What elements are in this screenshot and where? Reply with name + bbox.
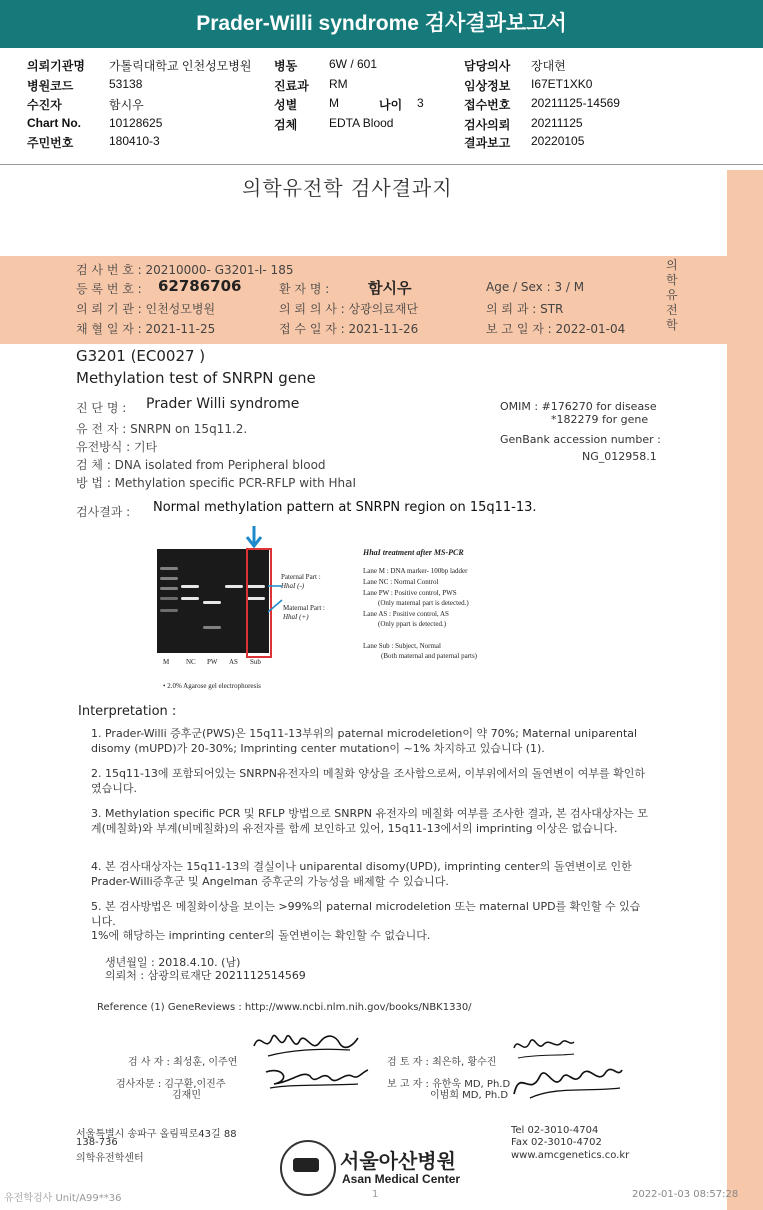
contact-line: Tel 02-3010-4704 bbox=[511, 1125, 599, 1136]
gel-band bbox=[160, 577, 178, 580]
hospital-name-en: Asan Medical Center bbox=[342, 1172, 461, 1186]
label-doctor: 담당의사 bbox=[464, 59, 511, 73]
value-doctor: 장대현 bbox=[531, 59, 566, 73]
paternal-enzyme: HhaI (-) bbox=[281, 582, 305, 590]
result-value: Normal methylation pattern at SNRPN region on 15q11-13. bbox=[153, 500, 537, 515]
legend-line: Lane AS : Positive control, AS bbox=[363, 610, 449, 618]
reference-line: Reference (1) GeneReviews : http://www.ncbi.nlm.nih.gov/books/NBK1330/ bbox=[97, 1002, 472, 1013]
diagnosis-value: Prader Willi syndrome bbox=[146, 396, 300, 412]
requesting-department: 의 뢰 과 : STR bbox=[486, 302, 564, 316]
gel-band bbox=[160, 597, 178, 600]
contact-line: Fax 02-3010-4702 bbox=[511, 1137, 602, 1148]
value-specimen: EDTA Blood bbox=[329, 116, 394, 130]
gel-caption: • 2.0% Agarose gel electrophoresis bbox=[163, 682, 261, 690]
draw-date: 채 혈 일 자 : 2021-11-25 bbox=[76, 322, 216, 336]
asan-logo-mark bbox=[293, 1158, 319, 1172]
paternal-label: Paternal Part : bbox=[281, 573, 321, 581]
gene-line: 유 전 자 : SNRPN on 15q11.2. bbox=[76, 422, 248, 436]
interpretation-item: 1%에 해당하는 imprinting center의 돌연변이는 확인할 수 없습니다. bbox=[91, 929, 431, 942]
value-chart-no: 10128625 bbox=[109, 116, 163, 130]
value-resident-no: 180410-3 bbox=[109, 134, 160, 148]
requesting-doctor: 의 뢰 의 사 : 상광의료재단 bbox=[279, 302, 419, 316]
value-department: RM bbox=[329, 77, 348, 91]
label-specimen: 검체 bbox=[274, 118, 298, 132]
patient-name: 함시우 bbox=[368, 279, 412, 297]
report-banner-title: Prader-Willi syndrome 검사결과보고서 bbox=[0, 0, 763, 48]
genbank-id: NG_012958.1 bbox=[582, 450, 657, 463]
contact-line: www.amcgenetics.co.kr bbox=[511, 1150, 630, 1161]
legend-line: Lane M : DNA marker- 100bp ladder bbox=[363, 567, 468, 575]
footer-unit: 유전학검사 Unit/A99**36 bbox=[4, 1193, 122, 1204]
address-line: 의학유전학센터 bbox=[76, 1153, 144, 1164]
omim-gene: *182279 for gene bbox=[551, 413, 649, 426]
legend-line: Lane PW : Positive control, PWS bbox=[363, 589, 457, 597]
test-name: Methylation test of SNRPN gene bbox=[76, 369, 316, 387]
interpretation-item: 3. Methylation specific PCR 및 RFLP 방법으로 SNRPN 유전자의 메칠화 여부를 조사한 결과, 본 검사대상자는 모계(메칠화)와 부계(비메칠화)의 유전자를 함께 보인하고 있어, 15q11-13에서의 imprinting 이상은 없습니다. bbox=[91, 807, 648, 835]
label-age: 나이 bbox=[379, 98, 403, 112]
footer-page-number: 1 bbox=[372, 1189, 379, 1200]
label-sex: 성별 bbox=[274, 98, 298, 112]
label-ward: 병동 bbox=[274, 59, 298, 73]
label-clinical-info: 임상정보 bbox=[464, 79, 511, 93]
requester-line: 의뢰처 : 삼광의료재단 2021112514569 bbox=[105, 969, 306, 982]
lane-label: NC bbox=[186, 658, 196, 666]
advisor-line: 검사자문 : 김구환,이진주 bbox=[116, 1079, 226, 1090]
method-line: 방 법 : Methylation specific PCR-RFLP with HhaI bbox=[76, 476, 357, 490]
examiner-line: 검 사 자 : 최성훈, 이주연 bbox=[128, 1057, 238, 1068]
interpretation-item: 1. Prader-Willi 증후군(PWS)은 15q11-13부위의 paternal microdeletion이 약 70%; Maternal uniparental disomy (mUPD)가 20-30%; Imprinting center mutation이 ~1% 차지하고 있습니다 (1). bbox=[91, 727, 638, 755]
birth-date: 생년월일 : 2018.4.10. (남) bbox=[105, 956, 241, 969]
address-line: 138-736 bbox=[76, 1137, 118, 1148]
legend-line: (Both maternal and paternal parts) bbox=[381, 652, 478, 660]
lane-label: Sub bbox=[250, 658, 261, 666]
signature-image bbox=[510, 1058, 625, 1102]
label-chart-no: Chart No. bbox=[27, 116, 81, 130]
gel-band bbox=[160, 587, 178, 590]
interpretation-title: Interpretation : bbox=[78, 704, 177, 719]
legend-line: (Only maternal part is detected.) bbox=[378, 599, 469, 607]
address-line: 서울특별시 송파구 올림픽로43길 88 bbox=[76, 1129, 237, 1140]
reporter-line: 보 고 자 : 유한욱 MD, Ph.D bbox=[387, 1079, 511, 1090]
value-sex: M bbox=[329, 96, 339, 110]
requesting-institution: 의 뢰 기 관 : 인천성모병원 bbox=[76, 302, 216, 316]
advisor-line-2: 김재민 bbox=[172, 1090, 201, 1101]
label-patient: 수진자 bbox=[27, 98, 62, 112]
maternal-enzyme: HhaI (+) bbox=[283, 613, 309, 621]
label-result-date: 결과보고 bbox=[464, 136, 511, 150]
legend-title: HhaI treatment after MS-PCR bbox=[363, 548, 464, 557]
report-title: 의학유전학 검사결과지 bbox=[242, 176, 453, 200]
value-hospital-code: 53138 bbox=[109, 77, 143, 91]
patient-name-label: 환 자 명 : bbox=[279, 282, 330, 296]
registration-number: 62786706 bbox=[158, 277, 242, 295]
side-label: 의 학 유 전 학 bbox=[666, 258, 678, 332]
maternal-label: Maternal Part : bbox=[283, 604, 325, 612]
value-receipt-no: 20211125-14569 bbox=[531, 96, 620, 110]
hospital-name-ko: 서울아산병원 bbox=[340, 1149, 456, 1173]
result-label: 검사결과 : bbox=[76, 505, 131, 519]
lane-label: PW bbox=[207, 658, 218, 666]
gel-band bbox=[203, 601, 221, 604]
value-result-date: 20220105 bbox=[531, 134, 585, 148]
interpretation-item: 5. 본 검사방법은 메칠화이상을 보이는 >99%의 paternal microdeletion 또는 maternal UPD를 확인할 수 있습니다. bbox=[91, 900, 641, 928]
label-hospital-code: 병원코드 bbox=[27, 79, 74, 93]
lane-label: AS bbox=[229, 658, 238, 666]
signature-image bbox=[262, 1062, 372, 1094]
omim-disease: OMIM : #176270 for disease bbox=[500, 400, 657, 413]
legend-line: Lane NC : Normal Control bbox=[363, 578, 439, 586]
value-request-date: 20211125 bbox=[531, 116, 583, 130]
diagnosis-label: 진 단 명 : bbox=[76, 401, 127, 415]
label-institution: 의뢰기관명 bbox=[27, 59, 85, 73]
gel-band bbox=[160, 567, 178, 570]
inheritance-line: 유전방식 : 기타 bbox=[76, 440, 158, 454]
value-ward: 6W / 601 bbox=[329, 57, 378, 71]
label-resident-no: 주민번호 bbox=[27, 136, 74, 150]
legend-line: Lane Sub : Subject, Normal bbox=[363, 642, 441, 650]
reviewer-line: 검 토 자 : 최은하, 황수진 bbox=[387, 1057, 497, 1068]
interpretation-item: 2. 15q11-13에 포함되어있는 SNRPN유전자의 메칠화 양상을 조사함으로써, 이부위에서의 돌연변이 여부를 확인하였습니다. bbox=[91, 767, 646, 795]
interpretation-item: 4. 본 검사대상자는 15q11-13의 결실이나 uniparental disomy(UPD), imprinting center의 돌연변이로 인한 Prader-Willi증후군 및 Angelman 증후군의 가능성을 배제할 수 있습니다. bbox=[91, 860, 632, 888]
value-patient: 함시우 bbox=[109, 98, 144, 112]
label-department: 진료과 bbox=[274, 79, 309, 93]
test-code: G3201 (EC0027 ) bbox=[76, 347, 206, 365]
value-age: 3 bbox=[417, 96, 424, 110]
gel-band bbox=[181, 597, 199, 600]
value-clinical-info: I67ET1XK0 bbox=[531, 77, 593, 91]
gel-band bbox=[225, 585, 243, 588]
test-number: 검 사 번 호 : 20210000- G3201-I- 185 bbox=[76, 263, 294, 277]
age-sex: Age / Sex : 3 / M bbox=[486, 280, 585, 294]
specimen-line: 검 체 : DNA isolated from Peripheral blood bbox=[76, 458, 326, 472]
label-request-date: 검사의뢰 bbox=[464, 118, 511, 132]
registration-label: 등 록 번 호 : bbox=[76, 282, 142, 296]
gel-band bbox=[181, 585, 199, 588]
legend-line: (Only ppart is detected.) bbox=[378, 620, 447, 628]
arrow-down-icon bbox=[244, 526, 264, 550]
genbank-label: GenBank accession number : bbox=[500, 433, 661, 446]
reporter-line-2: 이범희 MD, Ph.D bbox=[430, 1090, 509, 1101]
value-institution: 가톨릭대학교 인천성모병원 bbox=[109, 59, 252, 73]
gel-band bbox=[203, 626, 221, 629]
lane-label: M bbox=[163, 658, 170, 666]
label-receipt-no: 접수번호 bbox=[464, 98, 511, 112]
receipt-date: 접 수 일 자 : 2021-11-26 bbox=[279, 322, 419, 336]
footer-timestamp: 2022-01-03 08:57:28 bbox=[632, 1189, 739, 1200]
gel-band bbox=[160, 609, 178, 612]
header-divider bbox=[0, 164, 763, 165]
signature-image bbox=[250, 1024, 360, 1060]
report-date: 보 고 일 자 : 2022-01-04 bbox=[486, 322, 626, 336]
